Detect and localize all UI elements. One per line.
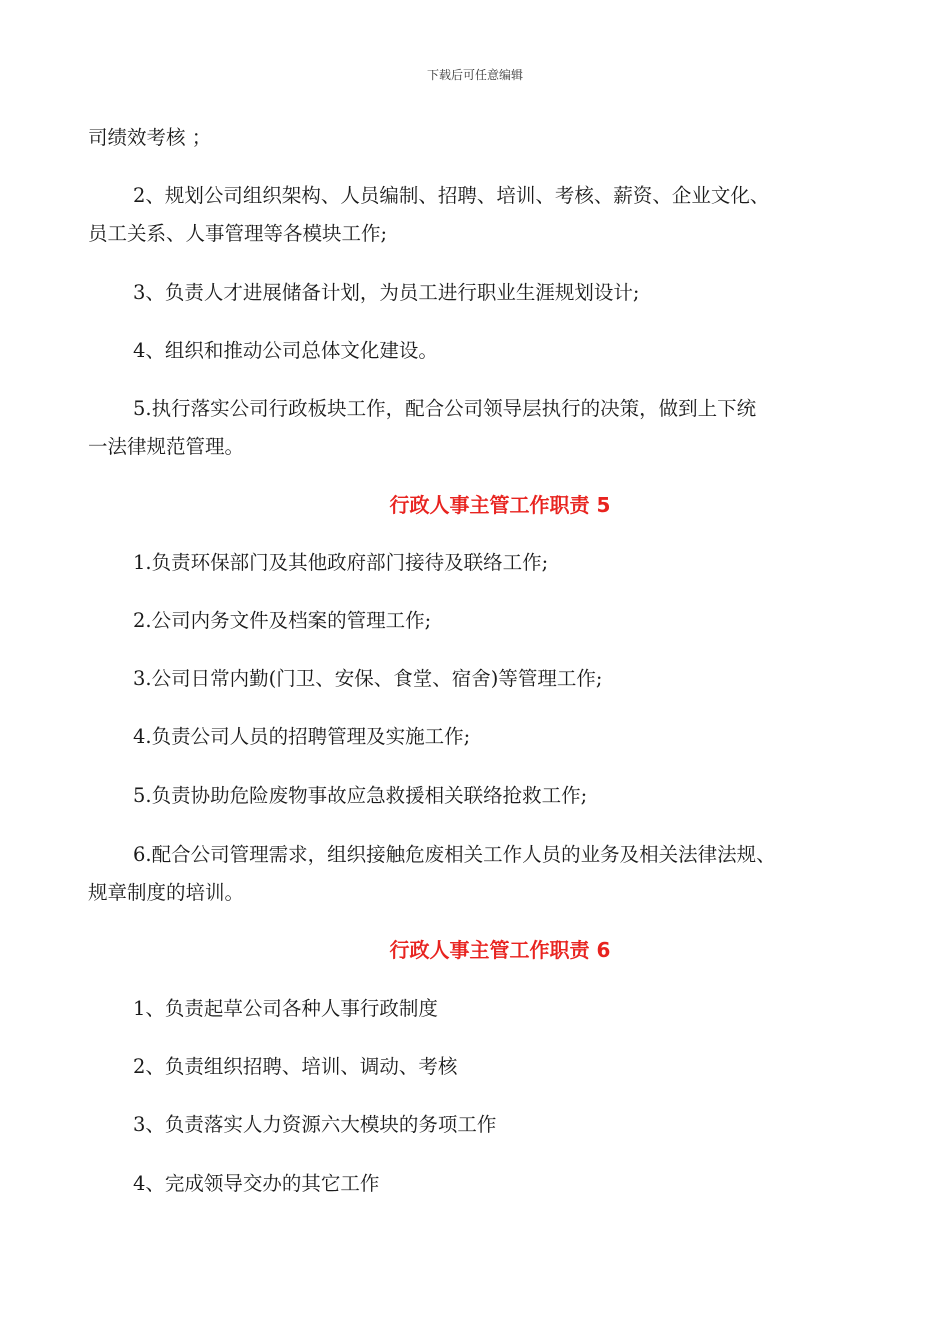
section-a-continued-line: 司绩效考核 ；: [88, 126, 212, 149]
section-5-item5: 5.负责协助危险废物事故应急救援相关联络抢救工作;: [133, 784, 588, 807]
section-5-item6-line2: 规章制度的培训。: [88, 881, 245, 904]
section-a-item2-line2: 员工关系、人事管理等各模块工作;: [88, 222, 388, 245]
section-a-item2-line1: 2、规划公司组织架构、人员编制、招聘、培训、考核、薪资、企业文化、: [133, 184, 770, 207]
section-6-item2: 2、负责组织招聘、培训、调动、考核: [133, 1055, 458, 1078]
section-5-title: 行政人事主管工作职责 5: [389, 493, 611, 517]
section-6-item1: 1、负责起草公司各种人事行政制度: [133, 997, 438, 1020]
section-a-item5-line2: 一法律规范管理。: [88, 435, 245, 458]
section-5-item2: 2.公司内务文件及档案的管理工作;: [133, 609, 432, 632]
header-note: 下载后可任意编辑: [426, 68, 523, 82]
section-5-item6-line1: 6.配合公司管理需求，组织接触危废相关工作人员的业务及相关法律法规、: [133, 843, 776, 866]
section-6-item4: 4、完成领导交办的其它工作: [133, 1172, 380, 1195]
section-5-item4: 4.负责公司人员的招聘管理及实施工作;: [133, 725, 471, 748]
section-a-item5-line1: 5.执行落实公司行政板块工作，配合公司领导层执行的决策，做到上下统: [133, 397, 757, 420]
section-5-item1: 1.负责环保部门及其他政府部门接待及联络工作;: [133, 551, 549, 574]
section-5-item3: 3.公司日常内勤(门卫、安保、食堂、宿舍)等管理工作;: [133, 667, 603, 690]
section-6-item3: 3、负责落实人力资源六大模块的务项工作: [133, 1113, 497, 1136]
section-a-item3: 3、负责人才进展储备计划，为员工进行职业生涯规划设计;: [133, 281, 640, 304]
section-a-item4: 4、组织和推动公司总体文化建设。: [133, 339, 438, 362]
section-6-title: 行政人事主管工作职责 6: [389, 938, 611, 962]
